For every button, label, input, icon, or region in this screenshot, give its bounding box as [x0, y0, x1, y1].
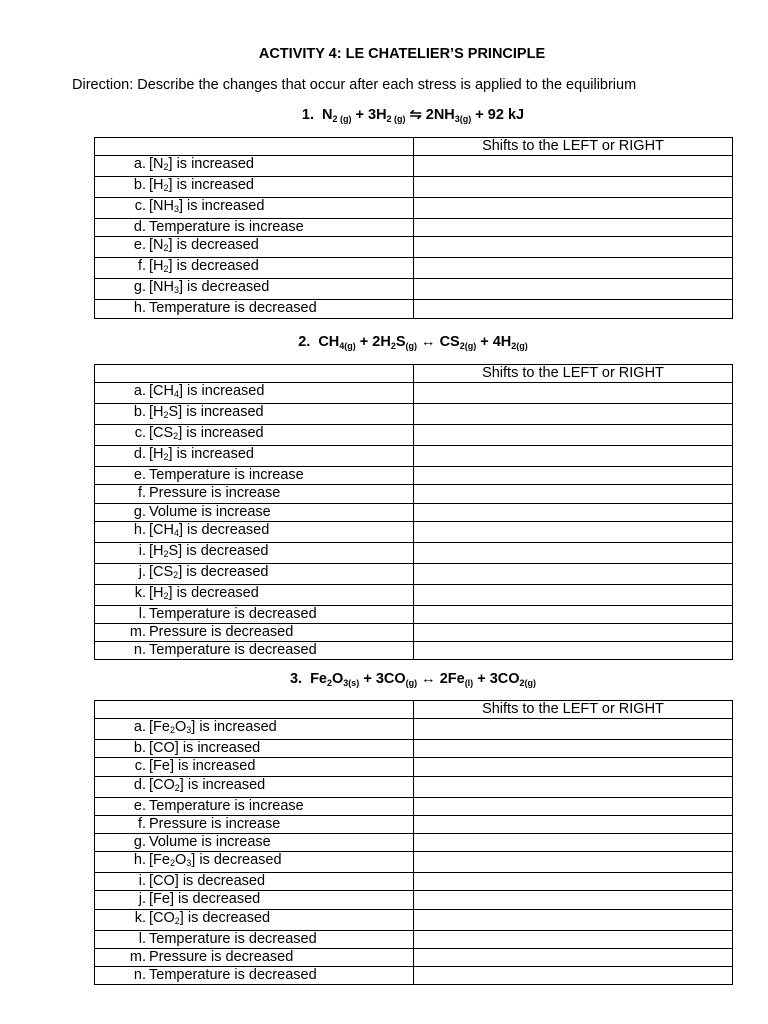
table-row — [95, 503, 733, 521]
subscript: 2 (g) — [386, 114, 406, 124]
equation-3 — [0, 671, 768, 688]
subscript: 2 — [163, 590, 169, 601]
stress-text: Temperature is increase — [149, 219, 304, 236]
stress-text: Temperature is decreased — [149, 300, 317, 317]
shift-answer-cell[interactable] — [414, 279, 733, 300]
stress-text: Temperature is decreased — [149, 930, 317, 947]
stress-text: $[Fe_2O_3]$ is increased — [149, 719, 277, 736]
shift-answer-cell[interactable] — [414, 503, 733, 521]
shift-column-header: Shifts to the LEFT or RIGHT — [414, 365, 733, 383]
subscript: 2 — [163, 243, 169, 254]
subscript: 4 — [173, 527, 179, 538]
stress-cell — [95, 219, 414, 237]
shift-answer-cell[interactable] — [414, 542, 733, 563]
stress-text: Temperature is increase — [149, 467, 304, 484]
shift-answer-cell[interactable] — [414, 740, 733, 758]
item-letter: b. — [133, 740, 146, 757]
stress-cell — [95, 563, 414, 584]
shift-answer-cell[interactable] — [414, 446, 733, 467]
shift-answer-cell[interactable] — [414, 177, 733, 198]
stress-text: Volume is increase — [149, 834, 271, 851]
stress-text: Pressure is decreased — [149, 948, 294, 965]
table-row — [95, 584, 733, 605]
stress-text: $[H_2]$ is decreased — [149, 258, 259, 275]
stress-text: $[H_2S]$ is increased — [149, 404, 264, 421]
subscript: 2(g) — [511, 341, 528, 351]
item-letter: d. — [133, 446, 146, 463]
subscript: 2 — [173, 431, 179, 442]
subscript: (g) — [405, 341, 418, 351]
stress-cell — [95, 467, 414, 485]
table-row — [95, 258, 733, 279]
stress-text: Pressure is increase — [149, 485, 281, 502]
worksheet-table-3 — [94, 700, 733, 985]
stress-cell — [95, 503, 414, 521]
subscript: 2 — [174, 782, 180, 793]
table-row — [95, 833, 733, 851]
table-row — [95, 873, 733, 891]
subscript: 2 — [163, 162, 169, 173]
shift-answer-cell[interactable] — [414, 404, 733, 425]
table-row — [95, 852, 733, 873]
table-row — [95, 383, 733, 404]
shift-column-header: Shifts to the LEFT or RIGHT — [414, 701, 733, 719]
stress-cell — [95, 300, 414, 318]
subscript: 2 — [163, 452, 169, 463]
item-letter: g. — [133, 834, 146, 851]
item-letter: a. — [133, 156, 146, 173]
subscript: 2 — [163, 183, 169, 194]
stress-cell — [95, 425, 414, 446]
item-letter: l. — [138, 605, 146, 622]
shift-answer-cell[interactable] — [414, 852, 733, 873]
table-row — [95, 156, 733, 177]
stress-cell — [95, 584, 414, 605]
item-letter: h. — [133, 300, 146, 317]
item-letter: b. — [133, 404, 146, 421]
subscript: 3 — [173, 285, 179, 296]
subscript: 4 — [173, 389, 179, 400]
item-letter: g. — [133, 279, 146, 296]
subscript: 3(g) — [454, 114, 472, 124]
stress-cell — [95, 740, 414, 758]
item-letter: a. — [133, 383, 146, 400]
item-letter: k. — [134, 584, 146, 601]
equation-formula: $N_{2 (g)} + 3H_{2 (g)}$ ⇋ $2NH_{3(g)} + 92$ kJ — [322, 107, 525, 124]
activity-title: ACTIVITY 4: LE CHATELIER’S PRINCIPLE — [258, 46, 546, 62]
stress-cell — [95, 966, 414, 984]
item-letter: g. — [133, 503, 146, 520]
item-letter: k. — [134, 909, 146, 926]
stress-cell — [95, 279, 414, 300]
table-header-row — [95, 365, 733, 383]
table-row — [95, 563, 733, 584]
subscript: 3 — [186, 725, 192, 736]
stress-text: Temperature is decreased — [149, 642, 317, 659]
table-row — [95, 542, 733, 563]
subscript: 2 — [326, 678, 332, 688]
subscript: 2 — [174, 915, 180, 926]
worksheet-table-1 — [94, 137, 733, 319]
stress-text: $[CO_2]$ is decreased — [149, 909, 271, 926]
table-row — [95, 300, 733, 318]
shift-answer-cell[interactable] — [414, 948, 733, 966]
item-letter: e. — [133, 237, 146, 254]
item-letter: n. — [133, 642, 146, 659]
shift-answer-cell[interactable] — [414, 563, 733, 584]
table-row — [95, 467, 733, 485]
problem-number: 2. — [298, 334, 311, 350]
stress-text: $[CS_2]$ is increased — [149, 425, 264, 442]
subscript: 2 — [163, 410, 169, 421]
item-letter: d. — [133, 776, 146, 793]
table-row — [95, 719, 733, 740]
stress-cell — [95, 891, 414, 909]
subscript: 3(s) — [343, 678, 360, 688]
stress-cell — [95, 776, 414, 797]
stress-cell — [95, 797, 414, 815]
equation-1 — [0, 107, 768, 124]
stress-text: Temperature is increase — [149, 797, 304, 814]
item-letter: n. — [133, 966, 146, 983]
stress-cell — [95, 719, 414, 740]
subscript: 2 (g) — [332, 114, 352, 124]
item-letter: c. — [134, 425, 146, 442]
subscript: 2 — [169, 858, 175, 869]
stress-cell — [95, 404, 414, 425]
shift-column-header: Shifts to the LEFT or RIGHT — [414, 138, 733, 156]
header-blank-cell — [95, 138, 414, 156]
equation-formula: $CH_{4(g)} + 2H_2S_{(g)}$ ↔ $CS_{2(g)} + 4H_{2(g)}$ — [318, 334, 528, 351]
table-row — [95, 642, 733, 660]
shift-answer-cell[interactable] — [414, 383, 733, 404]
table-row — [95, 930, 733, 948]
subscript: 3 — [186, 858, 192, 869]
table-row — [95, 909, 733, 930]
table-row — [95, 966, 733, 984]
shift-answer-cell[interactable] — [414, 584, 733, 605]
stress-cell — [95, 930, 414, 948]
item-letter: i. — [138, 873, 146, 890]
item-letter: a. — [133, 719, 146, 736]
stress-cell — [95, 758, 414, 776]
table-row — [95, 279, 733, 300]
subscript: 2 — [163, 548, 169, 559]
stress-text: $[H_2]$ is decreased — [149, 584, 259, 601]
stress-cell — [95, 605, 414, 623]
shift-answer-cell[interactable] — [414, 521, 733, 542]
subscript: 3 — [173, 204, 179, 215]
shift-answer-cell[interactable] — [414, 300, 733, 318]
shift-answer-cell[interactable] — [414, 930, 733, 948]
stress-text: $[NH_3]$ is increased — [149, 198, 265, 215]
stress-cell — [95, 948, 414, 966]
stress-text: Pressure is increase — [149, 815, 281, 832]
subscript: 2 — [390, 341, 396, 351]
worksheet-table-2 — [94, 364, 733, 660]
problem-number: 3. — [289, 671, 303, 687]
stress-text: $[N_2]$ is decreased — [149, 237, 259, 254]
stress-cell — [95, 833, 414, 851]
stress-cell — [95, 852, 414, 873]
stress-text: $[NH_3]$ is decreased — [149, 279, 270, 296]
table-row — [95, 891, 733, 909]
table-row — [95, 485, 733, 503]
stress-text: $[CH_4]$ is increased — [149, 383, 265, 400]
table-row — [95, 758, 733, 776]
shift-answer-cell[interactable] — [414, 797, 733, 815]
table-row — [95, 521, 733, 542]
stress-text: Volume is increase — [149, 503, 271, 520]
shift-answer-cell[interactable] — [414, 467, 733, 485]
shift-answer-cell[interactable] — [414, 237, 733, 258]
stress-text: Temperature is decreased — [149, 605, 317, 622]
stress-text: [Fe] is increased — [149, 758, 256, 775]
shift-answer-cell[interactable] — [414, 891, 733, 909]
shift-answer-cell[interactable] — [414, 815, 733, 833]
shift-answer-cell[interactable] — [414, 485, 733, 503]
subscript: 2(g) — [459, 341, 477, 351]
table-row — [95, 623, 733, 641]
shift-answer-cell[interactable] — [414, 198, 733, 219]
stress-text: $[CO_2]$ is increased — [149, 776, 266, 793]
shift-answer-cell[interactable] — [414, 758, 733, 776]
item-letter: d. — [133, 219, 146, 236]
stress-cell — [95, 198, 414, 219]
item-letter: c. — [134, 758, 146, 775]
shift-answer-cell[interactable] — [414, 258, 733, 279]
stress-text: $[N_2]$ is increased — [149, 156, 254, 173]
table-row — [95, 815, 733, 833]
header-blank-cell — [95, 701, 414, 719]
item-letter: h. — [133, 521, 146, 538]
problem-number: 1. — [301, 107, 314, 123]
subscript: (g) — [405, 678, 418, 688]
item-letter: l. — [138, 930, 146, 947]
table-row — [95, 425, 733, 446]
shift-answer-cell[interactable] — [414, 873, 733, 891]
stress-text: $[H_2]$ is increased — [149, 177, 254, 194]
direction-text: Direction: Describe the changes that occur after each stress is applied to the equilibrium — [72, 77, 637, 93]
table-row — [95, 948, 733, 966]
table-row — [95, 605, 733, 623]
item-letter: f. — [137, 485, 146, 502]
stress-cell — [95, 383, 414, 404]
item-letter: j. — [138, 891, 146, 908]
table-header-row — [95, 701, 733, 719]
stress-cell — [95, 909, 414, 930]
shift-answer-cell[interactable] — [414, 156, 733, 177]
stress-cell — [95, 237, 414, 258]
stress-text: Pressure is decreased — [149, 624, 294, 641]
stress-text: $[Fe_2O_3]$ is decreased — [149, 852, 282, 869]
stress-text: [CO] is increased — [149, 740, 261, 757]
stress-cell — [95, 815, 414, 833]
table-row — [95, 237, 733, 258]
subscript: (l) — [464, 678, 474, 688]
item-letter: f. — [137, 815, 146, 832]
equation-2 — [0, 334, 768, 351]
table-row — [95, 446, 733, 467]
shift-answer-cell[interactable] — [414, 219, 733, 237]
table-row — [95, 797, 733, 815]
table-row — [95, 198, 733, 219]
stress-text: $[H_2]$ is increased — [149, 446, 254, 463]
item-letter: j. — [138, 563, 146, 580]
stress-cell — [95, 642, 414, 660]
subscript: 2(g) — [519, 678, 537, 688]
stress-cell — [95, 542, 414, 563]
table-row — [95, 177, 733, 198]
equation-formula: $Fe_2O_{3(s)} + 3CO_{(g)}$ ↔ $2Fe_{(l)} + 3CO_{2(g)}$ — [310, 671, 537, 688]
item-letter: e. — [133, 797, 146, 814]
stress-text: $[CS_2]$ is decreased — [149, 563, 269, 580]
item-letter: e. — [133, 467, 146, 484]
subscript: 2 — [163, 264, 169, 275]
stress-text: $[H_2S]$ is decreased — [149, 542, 269, 559]
item-letter: m. — [129, 624, 146, 641]
shift-answer-cell[interactable] — [414, 776, 733, 797]
item-letter: f. — [137, 258, 146, 275]
table-row — [95, 740, 733, 758]
stress-text: Temperature is decreased — [149, 966, 317, 983]
shift-answer-cell[interactable] — [414, 605, 733, 623]
stress-text: [CO] is decreased — [149, 873, 266, 890]
item-letter: h. — [133, 852, 146, 869]
shift-answer-cell[interactable] — [414, 909, 733, 930]
stress-cell — [95, 177, 414, 198]
stress-cell — [95, 623, 414, 641]
stress-text: $[CH_4]$ is decreased — [149, 521, 270, 538]
stress-cell — [95, 258, 414, 279]
subscript: 2 — [173, 569, 179, 580]
item-letter: b. — [133, 177, 146, 194]
stress-cell — [95, 485, 414, 503]
stress-cell — [95, 521, 414, 542]
subscript: 4(g) — [339, 341, 356, 351]
table-header-row — [95, 138, 733, 156]
shift-answer-cell[interactable] — [414, 642, 733, 660]
shift-answer-cell[interactable] — [414, 425, 733, 446]
item-letter: c. — [134, 198, 146, 215]
table-row — [95, 404, 733, 425]
stress-cell — [95, 156, 414, 177]
shift-answer-cell[interactable] — [414, 966, 733, 984]
shift-answer-cell[interactable] — [414, 719, 733, 740]
item-letter: i. — [138, 542, 146, 559]
table-row — [95, 776, 733, 797]
shift-answer-cell[interactable] — [414, 623, 733, 641]
stress-cell — [95, 873, 414, 891]
stress-cell — [95, 446, 414, 467]
shift-answer-cell[interactable] — [414, 833, 733, 851]
table-row — [95, 219, 733, 237]
stress-text: [Fe] is decreased — [149, 891, 261, 908]
subscript: 2 — [169, 725, 175, 736]
item-letter: m. — [129, 948, 146, 965]
header-blank-cell — [95, 365, 414, 383]
